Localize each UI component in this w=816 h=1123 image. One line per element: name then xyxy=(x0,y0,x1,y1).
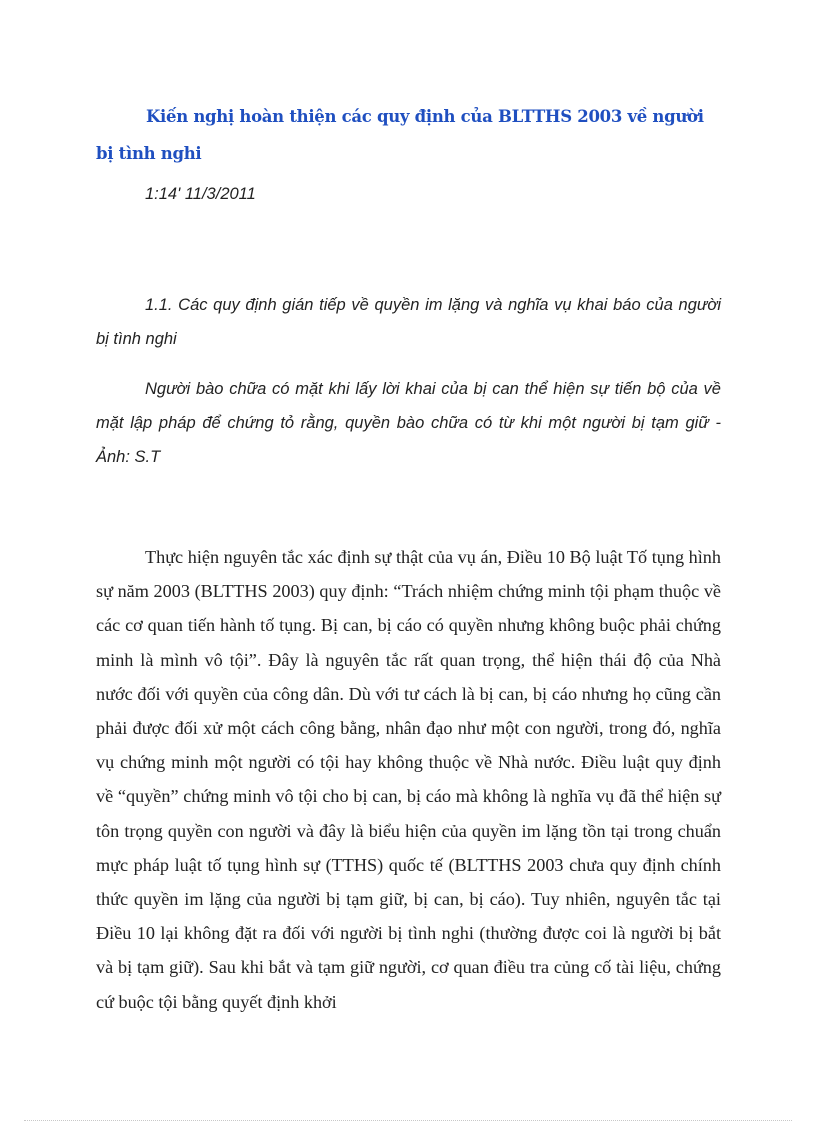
page-bottom-divider xyxy=(24,1120,792,1121)
image-caption: Người bào chữa có mặt khi lấy lời khai của bị can thể hiện sự tiến bộ của về mặt lập pháp để chứng tỏ rằng, quyền bào chữa có từ khi một người bị tạm giữ - Ảnh: S.T xyxy=(96,380,721,466)
body-paragraph: Thực hiện nguyên tắc xác định sự thật của vụ án, Điều 10 Bộ luật Tố tụng hình sự năm 2003 (BLTTHS 2003) quy định: “Trách nhiệm chứng minh tội phạm thuộc về các cơ quan tiến hành tố tụng. Bị can, bị cáo có quyền nhưng không buộc phải chứng minh là mình vô tội”. Đây là nguyên tắc rất quan trọng, thể hiện thái độ của Nhà nước đối với quyền của công dân. Dù với tư cách là bị can, bị cáo nhưng họ cũng cần phải được đối xử một cách công bằng, nhân đạo như một con người, trong đó, nghĩa vụ chứng minh một người có tội hay không thuộc về Nhà nước. Điều luật quy định về “quyền” chứng minh vô tội cho bị can, bị cáo mà không là nghĩa vụ đã thể hiện sự tôn trọng quyền con người và đây là biểu hiện của quyền im lặng tồn tại trong chuẩn mực pháp luật tố tụng hình sự (TTHS) quốc tế (BLTTHS 2003 chưa quy định chính thức quyền im lặng của người bị tạm giữ, bị can, bị cáo). Tuy nhiên, nguyên tắc tại Điều 10 lại không đặt ra đối với người bị tình nghi (thường được coi là người bị bắt và bị tạm giữ). Sau khi bắt và tạm giữ người, cơ quan điều tra củng cố tài liệu, chứng cứ buộc tội bằng quyết định khởi xyxy=(96,547,721,1012)
section-subheading: 1.1. Các quy định gián tiếp về quyền im lặng và nghĩa vụ khai báo của người bị tình nghi xyxy=(96,296,721,348)
article-date: 1:14' 11/3/2011 xyxy=(145,185,256,203)
article-title: Kiến nghị hoàn thiện các quy định của BLTTHS 2003 về người bị tình nghi xyxy=(96,107,704,163)
